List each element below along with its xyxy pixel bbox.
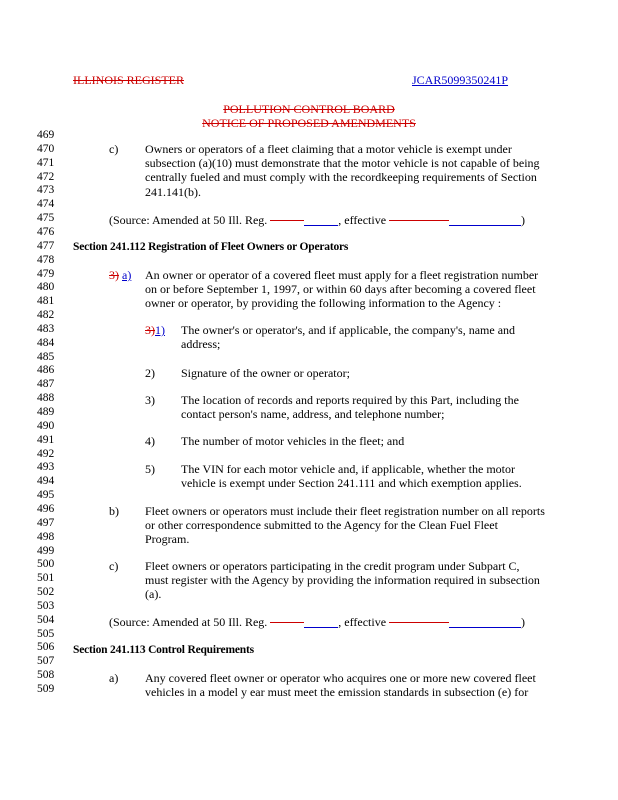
line-number: 474 <box>37 198 55 211</box>
date-blank-deleted <box>389 220 449 221</box>
line-number: 496 <box>37 502 55 515</box>
date-blank-deleted <box>270 622 304 623</box>
line-number: 508 <box>37 669 55 682</box>
source-text: (Source: Amended at 50 Ill. Reg. <box>109 615 271 629</box>
source-text: ) <box>521 213 526 227</box>
inserted-label: 1) <box>155 323 165 337</box>
date-blank-inserted <box>449 627 521 628</box>
line-number: 472 <box>37 170 55 183</box>
line-number: 507 <box>37 655 55 668</box>
line-number: 475 <box>37 212 55 225</box>
header-board: POLLUTION CONTROL BOARD <box>223 102 395 116</box>
line-number: 483 <box>37 322 55 335</box>
source-note <box>109 615 549 629</box>
line-number: 477 <box>37 239 55 252</box>
header-notice: NOTICE OF PROPOSED AMENDMENTS <box>202 116 416 130</box>
line-number: 491 <box>37 433 55 446</box>
line-number: 489 <box>37 406 55 418</box>
item-label: 3) <box>145 393 155 407</box>
header-document-id: JCAR5099350241P <box>412 73 509 87</box>
item-label: c) <box>109 142 119 156</box>
line-number: 484 <box>37 336 55 349</box>
line-number: 494 <box>37 475 55 488</box>
line-number: 497 <box>37 516 55 529</box>
paragraph-text: Fleet owners or operators must include their fleet registration number on all reports or other correspondence submitted to the Agency for the Clean Fuel Fleet Program. <box>145 504 545 547</box>
line-number: 500 <box>37 558 55 571</box>
line-number: 485 <box>37 350 55 363</box>
item-label: 2) <box>145 366 155 380</box>
source-text: , effective <box>338 213 390 227</box>
item-label: 5) <box>145 462 155 476</box>
section-heading: Section 241.112 Registration of Fleet Owners or Operators <box>73 241 349 253</box>
item-label: a) <box>109 671 119 685</box>
line-number: 476 <box>37 225 55 238</box>
line-number: 470 <box>37 142 55 155</box>
section-heading: Section 241.113 Control Requirements <box>73 644 254 656</box>
source-note <box>109 213 549 227</box>
deleted-label: 3) <box>145 323 155 337</box>
paragraph-text: Any covered fleet owner or operator who acquires one or more new covered fleet vehicles in a model y ear must meet the emission standards in subsection (e) for <box>145 671 536 700</box>
line-number: 505 <box>37 627 55 640</box>
paragraph-text: The location of records and reports required by this Part, including the contact person's name, address, and telephone number; <box>181 393 519 422</box>
line-number: 501 <box>37 572 55 585</box>
paragraph-text: An owner or operator of a covered fleet must apply for a fleet registration number on or before September 1, 1997, or within 60 days after becoming a covered fleet owner or operator, by providing the following information to the Agency : <box>145 268 539 311</box>
paragraph-text: The owner's or operator's, and if applicable, the company's, name and address; <box>181 323 516 352</box>
item-label: 4) <box>145 434 155 448</box>
line-number: 487 <box>37 378 55 391</box>
line-number: 509 <box>37 683 55 695</box>
paragraph-text: The VIN for each motor vehicle and, if applicable, whether the motor vehicle is exempt under Section 241.111 and which exemption applies. <box>181 462 522 491</box>
item-label <box>109 268 131 282</box>
line-number: 481 <box>37 295 55 308</box>
paragraph-text: Owners or operators of a fleet claiming that a motor vehicle is exempt under subsection (a)(10) must demonstrate that the motor vehicle is not capable of being centrally fueled and must comply with the recordkeeping requirements of Section 241.141(b). <box>145 142 540 199</box>
date-blank-deleted <box>270 220 304 221</box>
paragraph-text: Fleet owners or operators participating in the credit program under Subpart C, must register with the Agency by providing the information required in subsection (a). <box>145 559 540 602</box>
date-blank-inserted <box>304 627 338 628</box>
date-blank-inserted <box>304 225 338 226</box>
source-text: ) <box>521 615 526 629</box>
paragraph-text: Signature of the owner or operator; <box>181 366 350 380</box>
line-number: 479 <box>37 267 55 280</box>
paragraph-text: The number of motor vehicles in the fleet; and <box>181 434 405 448</box>
inserted-label: a) <box>122 268 132 282</box>
line-number: 503 <box>37 599 55 612</box>
line-number: 473 <box>37 184 55 197</box>
line-number: 506 <box>37 641 55 654</box>
item-label: c) <box>109 559 119 573</box>
source-text: (Source: Amended at 50 Ill. Reg. <box>109 213 271 227</box>
line-number: 495 <box>37 489 55 502</box>
line-number: 478 <box>37 253 55 266</box>
line-number: 471 <box>37 156 55 169</box>
line-number: 502 <box>37 586 55 599</box>
line-number: 488 <box>37 392 55 405</box>
line-number: 504 <box>37 613 55 626</box>
deleted-label: 3) <box>109 268 119 282</box>
line-number: 486 <box>37 364 55 377</box>
date-blank-deleted <box>389 622 449 623</box>
line-number: 480 <box>37 281 55 294</box>
header-illinois-register: ILLINOIS REGISTER <box>73 73 184 87</box>
line-number: 493 <box>37 461 55 474</box>
line-number: 499 <box>37 544 55 557</box>
date-blank-inserted <box>449 225 521 226</box>
item-label: b) <box>109 504 119 518</box>
line-number: 490 <box>37 419 55 432</box>
line-number: 492 <box>37 447 55 460</box>
line-number: 482 <box>37 309 55 322</box>
line-number: 498 <box>37 530 55 543</box>
line-number: 469 <box>37 129 55 141</box>
source-text: , effective <box>338 615 390 629</box>
item-label <box>145 323 165 337</box>
